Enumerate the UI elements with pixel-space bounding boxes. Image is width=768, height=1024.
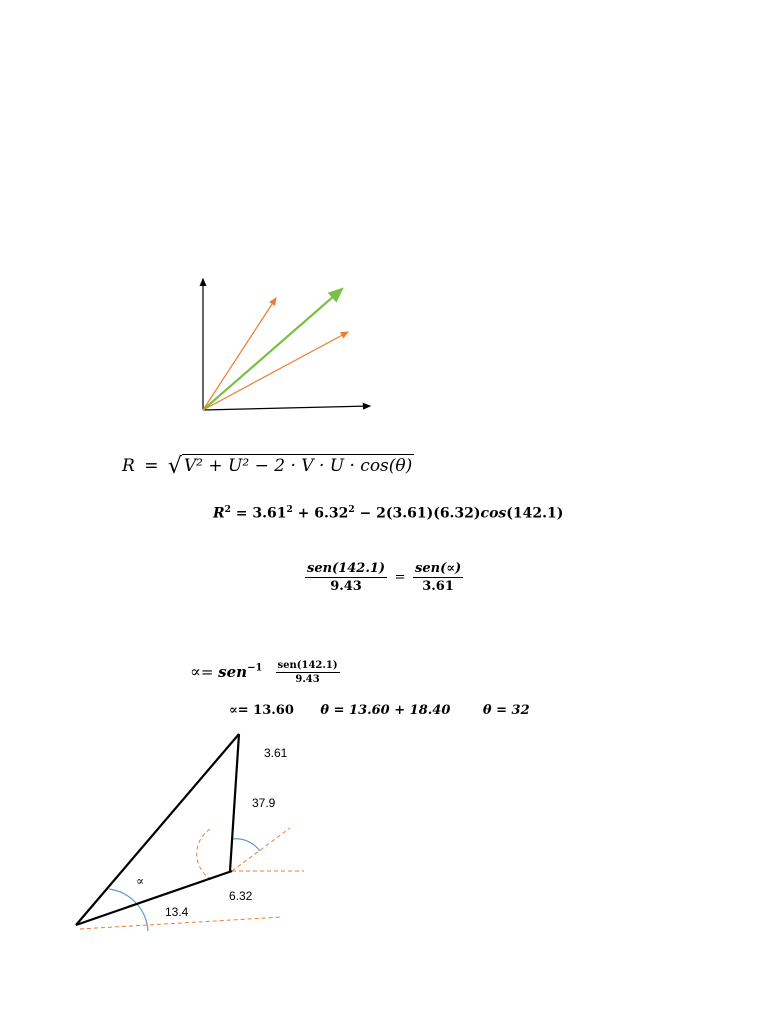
eq2-num-right: sen(∝) [415, 561, 462, 576]
label-angle-37.9: 37.9 [252, 796, 276, 810]
eq2-den-right: 3.61 [422, 579, 454, 594]
eq2-den-left: 9.43 [330, 579, 362, 594]
eq4-theta-value: θ = 32 [482, 703, 530, 718]
eq3-den: 9.43 [295, 674, 320, 685]
eq1-a-sup: 2 [286, 505, 293, 515]
eq3-fraction [276, 660, 340, 685]
label-alpha: ∝ [136, 874, 145, 888]
equation-results [229, 703, 530, 718]
eq2-num-left: sen(142.1) [307, 561, 386, 576]
eq1-b-sup: 2 [348, 505, 355, 515]
vector-orange-lower [203, 332, 348, 410]
ref-arc-orange [197, 829, 214, 881]
eq1-rest: − 2(3.61)(6.32) [354, 505, 481, 522]
eq1-arg: (142.1) [506, 505, 564, 522]
formula-R: R [122, 456, 135, 476]
angle-arc-alpha [109, 889, 148, 931]
equation-law-of-sines [305, 561, 463, 594]
eq1-eq: = [235, 505, 253, 522]
angle-arc-vertex [232, 839, 260, 851]
eq2-right-fraction [413, 561, 463, 594]
sqrt-sign: √ [167, 454, 182, 479]
eq1-cos: cos [480, 505, 507, 522]
eq4-theta-sum: θ = 13.60 + 18.40 [320, 703, 451, 718]
eq3-sup: −1 [247, 662, 263, 674]
eq4-alpha-value: ∝= 13.60 [229, 703, 294, 718]
eq3-sen: sen [218, 663, 248, 681]
x-axis [203, 406, 370, 410]
eq2-eq: = [394, 570, 406, 585]
ref-line-extension [232, 828, 290, 871]
equation-law-of-cosines [213, 505, 563, 522]
eq3-alpha: ∝ [190, 662, 201, 681]
formula-resultant [122, 452, 414, 477]
sqrt-body: V² + U² − 2 · V · U · cos(θ) [183, 456, 413, 476]
label-side-6.32: 6.32 [229, 889, 253, 903]
eq3-num: sen(142.1) [277, 660, 338, 671]
eq1-b: 6.32 [314, 505, 349, 522]
vector-orange-upper [203, 298, 276, 410]
vector-resultant-green [203, 289, 342, 410]
eq2-left-fraction [305, 561, 387, 594]
formula-eq: = [144, 456, 159, 476]
eq1-R: R [213, 505, 225, 522]
triangle-side-3.61 [230, 734, 239, 871]
equation-alpha-arcsin [190, 660, 340, 685]
vector-diagram [190, 270, 390, 420]
eq1-plus: + [292, 505, 315, 522]
label-side-3.61: 3.61 [264, 746, 288, 760]
eq1-a: 3.61 [252, 505, 287, 522]
label-angle-13.4: 13.4 [165, 905, 189, 919]
eq3-eq: = [200, 663, 219, 681]
eq1-R-sup: 2 [224, 505, 231, 515]
